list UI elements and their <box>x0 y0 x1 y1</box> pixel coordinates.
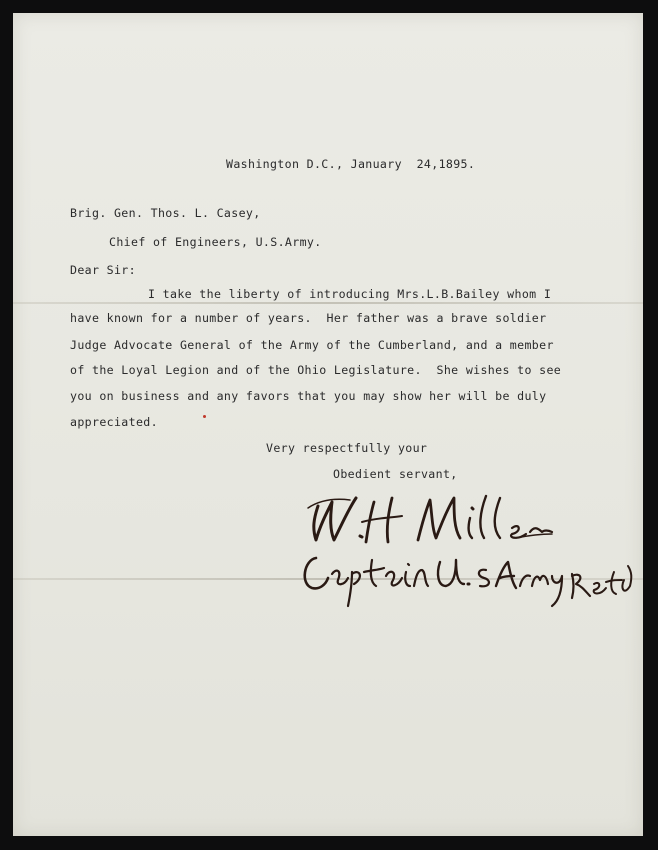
body-line: Judge Advocate General of the Army of the Cumberland, and a member <box>70 338 554 352</box>
body-line: have known for a number of years. Her father was a brave soldier <box>70 311 547 325</box>
body-line: of the Loyal Legion and of the Ohio Legislature. She wishes to see <box>70 363 562 377</box>
recipient-name: Brig. Gen. Thos. L. Casey, <box>70 206 261 220</box>
signature-ink <box>290 488 635 623</box>
closing-line: Very respectfully your <box>266 441 428 455</box>
fold-crease-top <box>13 302 643 304</box>
salutation: Dear Sir: <box>70 263 136 277</box>
body-line: you on business and any favors that you may show her will be duly <box>70 389 547 403</box>
place-date-line: Washington D.C., January 24,1895. <box>226 157 476 171</box>
body-line: appreciated. <box>70 415 158 429</box>
handwritten-signature <box>290 488 635 623</box>
recipient-title: Chief of Engineers, U.S.Army. <box>109 235 322 249</box>
ink-dot-mark <box>203 415 206 418</box>
closing-line: Obedient servant, <box>333 467 458 481</box>
body-line: I take the liberty of introducing Mrs.L.B.Bailey whom I <box>148 287 552 301</box>
